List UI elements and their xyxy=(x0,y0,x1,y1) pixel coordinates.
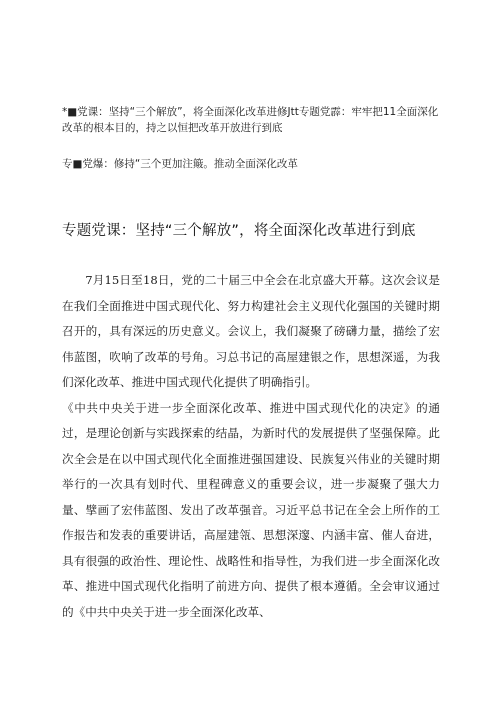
article-title: 专题党课：坚持“三个解放”，将全面深化改革进行到底 xyxy=(62,223,416,239)
toc-item-2: 专■党爆：修持“三个更加注簸。推动全面深化改革 xyxy=(62,158,298,170)
paragraph-2: 《中共中央关于进一步全面深化改革、推进中国式现代化的决定》的通过，是理论创新与实践探索的结晶，为新时代的发展提供了坚强保障。此次全会是在以中国式现代化全面推进强国建设、民族复兴伟业的关键时期举行的一次具有划时代、里程碑意义的重要会议，进一步凝聚了强大力量、擘画了宏伟蓝图、发出了改革强音。习近平总书记在全会上所作的工作报告和发表的重要讲话，高屋建瓴、思想深邃、内涵丰富、催人奋进，具有很强的政治性、理论性、战略性和指导性，为我们进一步全面深化改革、推进中国式现代化指明了前进方向、提供了根本遵循。全会审议通过的《中共中央关于进一步全面深化改革、 xyxy=(62,400,440,619)
article-body xyxy=(62,268,440,625)
toc-item-1: *■党课：坚持“三个解放”，将全面深化改革进修Jtt专题党霹：牢牢把11全面深化改革的根本目的，持之以恒把改革开放进行到底 xyxy=(62,106,439,134)
paragraph-1: 7月15日至18日，党的二十届三中全会在北京盛大开幕。这次会议是在我们全面推进中国式现代化、努力构建社会主义现代化强国的关键时期召开的，具有深远的历史意义。会议上，我们凝聚了磅礴力量，描绘了宏伟蓝图，吹响了改革的号角。习总书记的高屋建银之作，思想深遥，为我们深化改革、推进中国式现代化提供了明确指引。 xyxy=(62,273,440,389)
